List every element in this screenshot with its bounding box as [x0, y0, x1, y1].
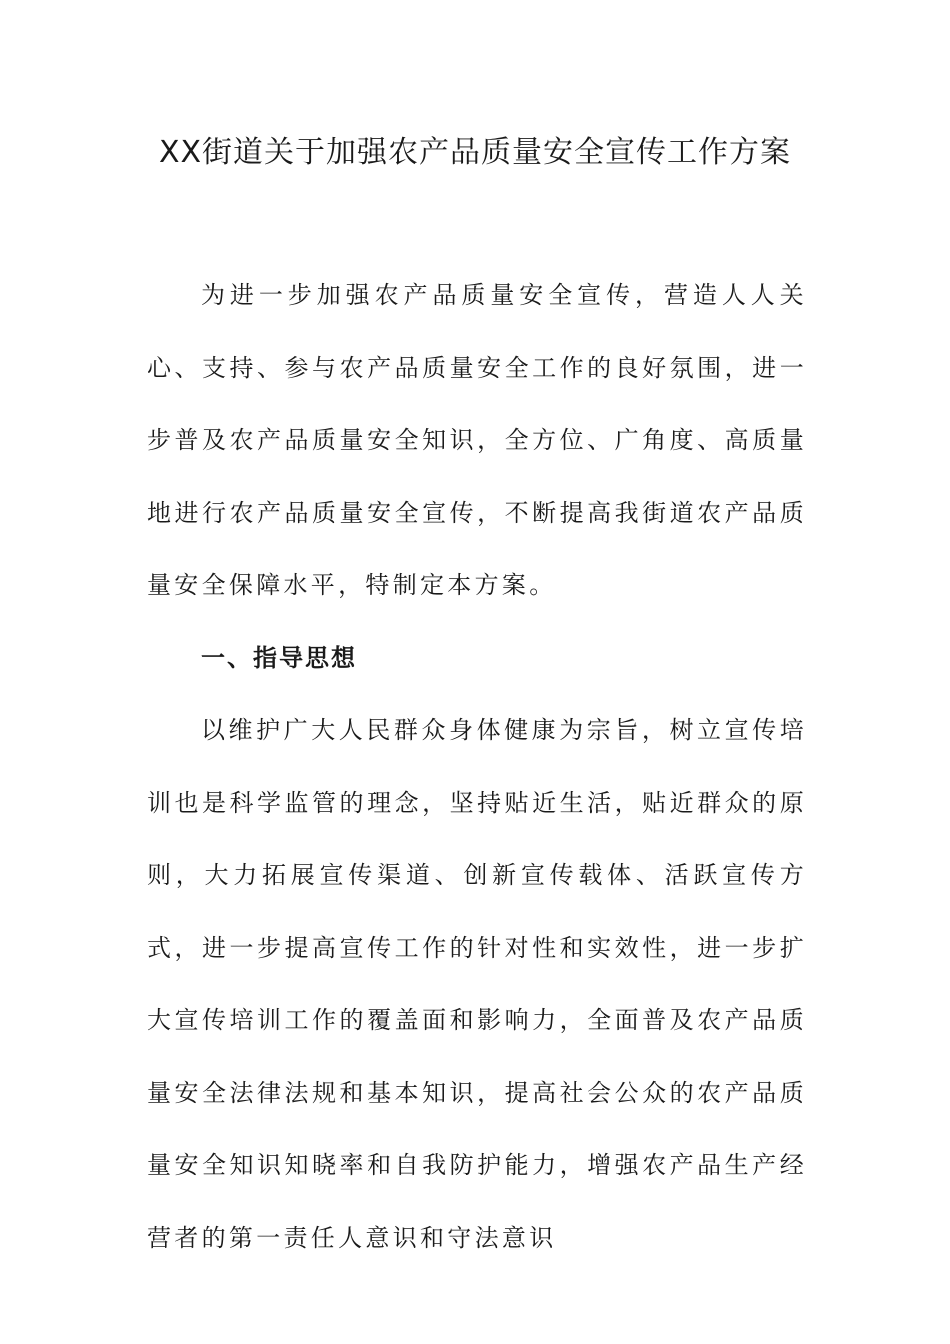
document-title: XX街道关于加强农产品质量安全宣传工作方案	[158, 135, 792, 170]
document-body	[147, 259, 807, 1274]
intro-paragraph: 为进一步加强农产品质量安全宣传，营造人人关心、支持、参与农产品质量安全工作的良好氛围，进一步普及农产品质量安全知识，全方位、广角度、高质量地进行农产品质量安全宣传，不断提高我街道农产品质量安全保障水平，特制定本方案。	[147, 281, 807, 599]
section-heading-guiding-ideology: 一、指导思想	[201, 643, 357, 672]
section-paragraph-guiding-ideology: 以维护广大人民群众身体健康为宗旨，树立宣传培训也是科学监管的理念，坚持贴近生活，贴近群众的原则，大力拓展宣传渠道、创新宣传载体、活跃宣传方式，进一步提高宣传工作的针对性和实效性，进一步扩大宣传培训工作的覆盖面和影响力，全面普及农产品质量安全法律法规和基本知识，提高社会公众的农产品质量安全知识知晓率和自我防护能力，增强农产品生产经营者的第一责任人意识和守法意识	[147, 716, 807, 1252]
